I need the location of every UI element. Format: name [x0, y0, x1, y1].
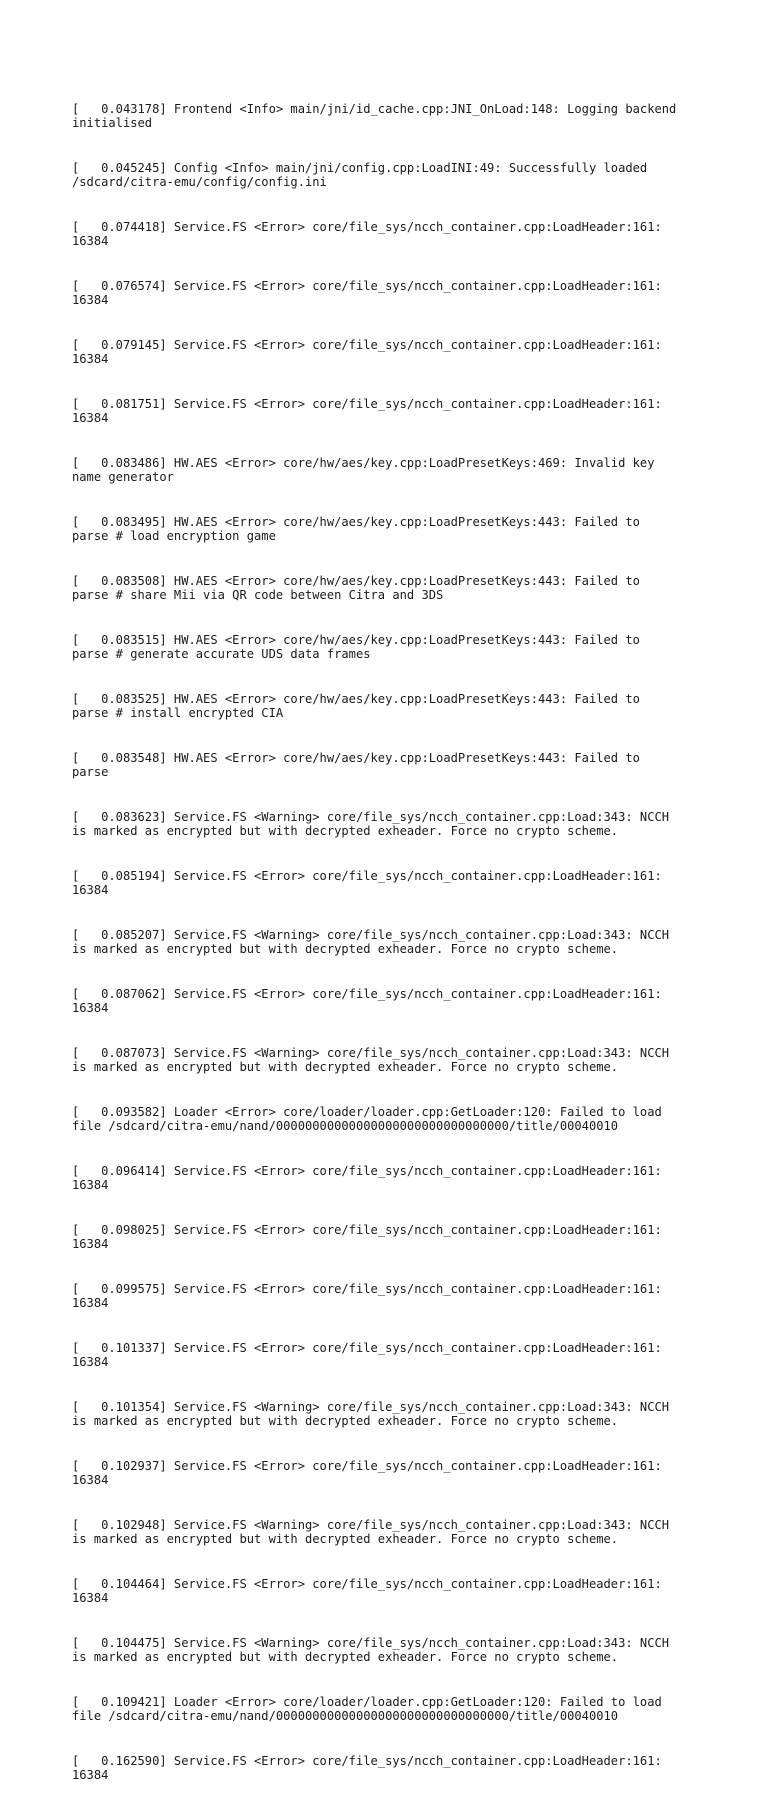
log-entry: [ 0.083548] HW.AES <Error> core/hw/aes/key.cpp:LoadPresetKeys:443: Failed to parse — [72, 750, 640, 780]
log-entry: [ 0.083495] HW.AES <Error> core/hw/aes/key.cpp:LoadPresetKeys:443: Failed to parse # load encryption game — [72, 514, 640, 544]
log-entry: [ 0.085194] Service.FS <Error> core/file_sys/ncch_container.cpp:LoadHeader:161: 16384 — [72, 868, 662, 898]
log-entry: [ 0.102948] Service.FS <Warning> core/file_sys/ncch_container.cpp:Load:343: NCCH is marked as encrypted but with decrypted exheader. Force no crypto scheme. — [72, 1517, 670, 1547]
log-entry: [ 0.101354] Service.FS <Warning> core/file_sys/ncch_container.cpp:Load:343: NCCH is marked as encrypted but with decrypted exheader. Force no crypto scheme. — [72, 1399, 670, 1429]
log-entry: [ 0.162590] Service.FS <Error> core/file_sys/ncch_container.cpp:LoadHeader:161: 16384 — [72, 1753, 662, 1783]
log-entry: [ 0.099575] Service.FS <Error> core/file_sys/ncch_container.cpp:LoadHeader:161: 16384 — [72, 1281, 662, 1311]
log-entry: [ 0.109421] Loader <Error> core/loader/loader.cpp:GetLoader:120: Failed to load file /sdcard/citra-emu/nand/00000000000000000000000000000000/title/00040010 — [72, 1694, 662, 1724]
log-entry: [ 0.074418] Service.FS <Error> core/file_sys/ncch_container.cpp:LoadHeader:161: 16384 — [72, 219, 662, 249]
log-entry: [ 0.104464] Service.FS <Error> core/file_sys/ncch_container.cpp:LoadHeader:161: 16384 — [72, 1576, 662, 1606]
log-entry: [ 0.045245] Config <Info> main/jni/config.cpp:LoadINI:49: Successfully loaded /sdcard/citra-emu/config/config.ini — [72, 160, 648, 190]
log-entry: [ 0.102937] Service.FS <Error> core/file_sys/ncch_container.cpp:LoadHeader:161: 16384 — [72, 1458, 662, 1488]
log-entry: [ 0.083515] HW.AES <Error> core/hw/aes/key.cpp:LoadPresetKeys:443: Failed to parse # generate accurate UDS data frames — [72, 632, 640, 662]
log-entry: [ 0.043178] Frontend <Info> main/jni/id_cache.cpp:JNI_OnLoad:148: Logging backend initialised — [72, 101, 677, 131]
log-entry: [ 0.083623] Service.FS <Warning> core/file_sys/ncch_container.cpp:Load:343: NCCH is marked as encrypted but with decrypted exheader. Force no crypto scheme. — [72, 809, 670, 839]
log-entry: [ 0.076574] Service.FS <Error> core/file_sys/ncch_container.cpp:LoadHeader:161: 16384 — [72, 278, 662, 308]
log-entry: [ 0.096414] Service.FS <Error> core/file_sys/ncch_container.cpp:LoadHeader:161: 16384 — [72, 1163, 662, 1193]
log-entry: [ 0.104475] Service.FS <Warning> core/file_sys/ncch_container.cpp:Load:343: NCCH is marked as encrypted but with decrypted exheader. Force no crypto scheme. — [72, 1635, 670, 1665]
log-view — [72, 72, 702, 1798]
log-entry: [ 0.083508] HW.AES <Error> core/hw/aes/key.cpp:LoadPresetKeys:443: Failed to parse # share Mii via QR code between Citra and 3DS — [72, 573, 640, 603]
log-entry: [ 0.083525] HW.AES <Error> core/hw/aes/key.cpp:LoadPresetKeys:443: Failed to parse # install encrypted CIA — [72, 691, 640, 721]
log-entry: [ 0.098025] Service.FS <Error> core/file_sys/ncch_container.cpp:LoadHeader:161: 16384 — [72, 1222, 662, 1252]
log-entry: [ 0.087062] Service.FS <Error> core/file_sys/ncch_container.cpp:LoadHeader:161: 16384 — [72, 986, 662, 1016]
log-entry: [ 0.093582] Loader <Error> core/loader/loader.cpp:GetLoader:120: Failed to load file /sdcard/citra-emu/nand/00000000000000000000000000000000/title/00040010 — [72, 1104, 662, 1134]
log-entry: [ 0.081751] Service.FS <Error> core/file_sys/ncch_container.cpp:LoadHeader:161: 16384 — [72, 396, 662, 426]
log-entry: [ 0.087073] Service.FS <Warning> core/file_sys/ncch_container.cpp:Load:343: NCCH is marked as encrypted but with decrypted exheader. Force no crypto scheme. — [72, 1045, 670, 1075]
log-entry: [ 0.101337] Service.FS <Error> core/file_sys/ncch_container.cpp:LoadHeader:161: 16384 — [72, 1340, 662, 1370]
log-entry: [ 0.079145] Service.FS <Error> core/file_sys/ncch_container.cpp:LoadHeader:161: 16384 — [72, 337, 662, 367]
log-entry: [ 0.085207] Service.FS <Warning> core/file_sys/ncch_container.cpp:Load:343: NCCH is marked as encrypted but with decrypted exheader. Force no crypto scheme. — [72, 927, 670, 957]
log-entry: [ 0.083486] HW.AES <Error> core/hw/aes/key.cpp:LoadPresetKeys:469: Invalid key name generator — [72, 455, 655, 485]
